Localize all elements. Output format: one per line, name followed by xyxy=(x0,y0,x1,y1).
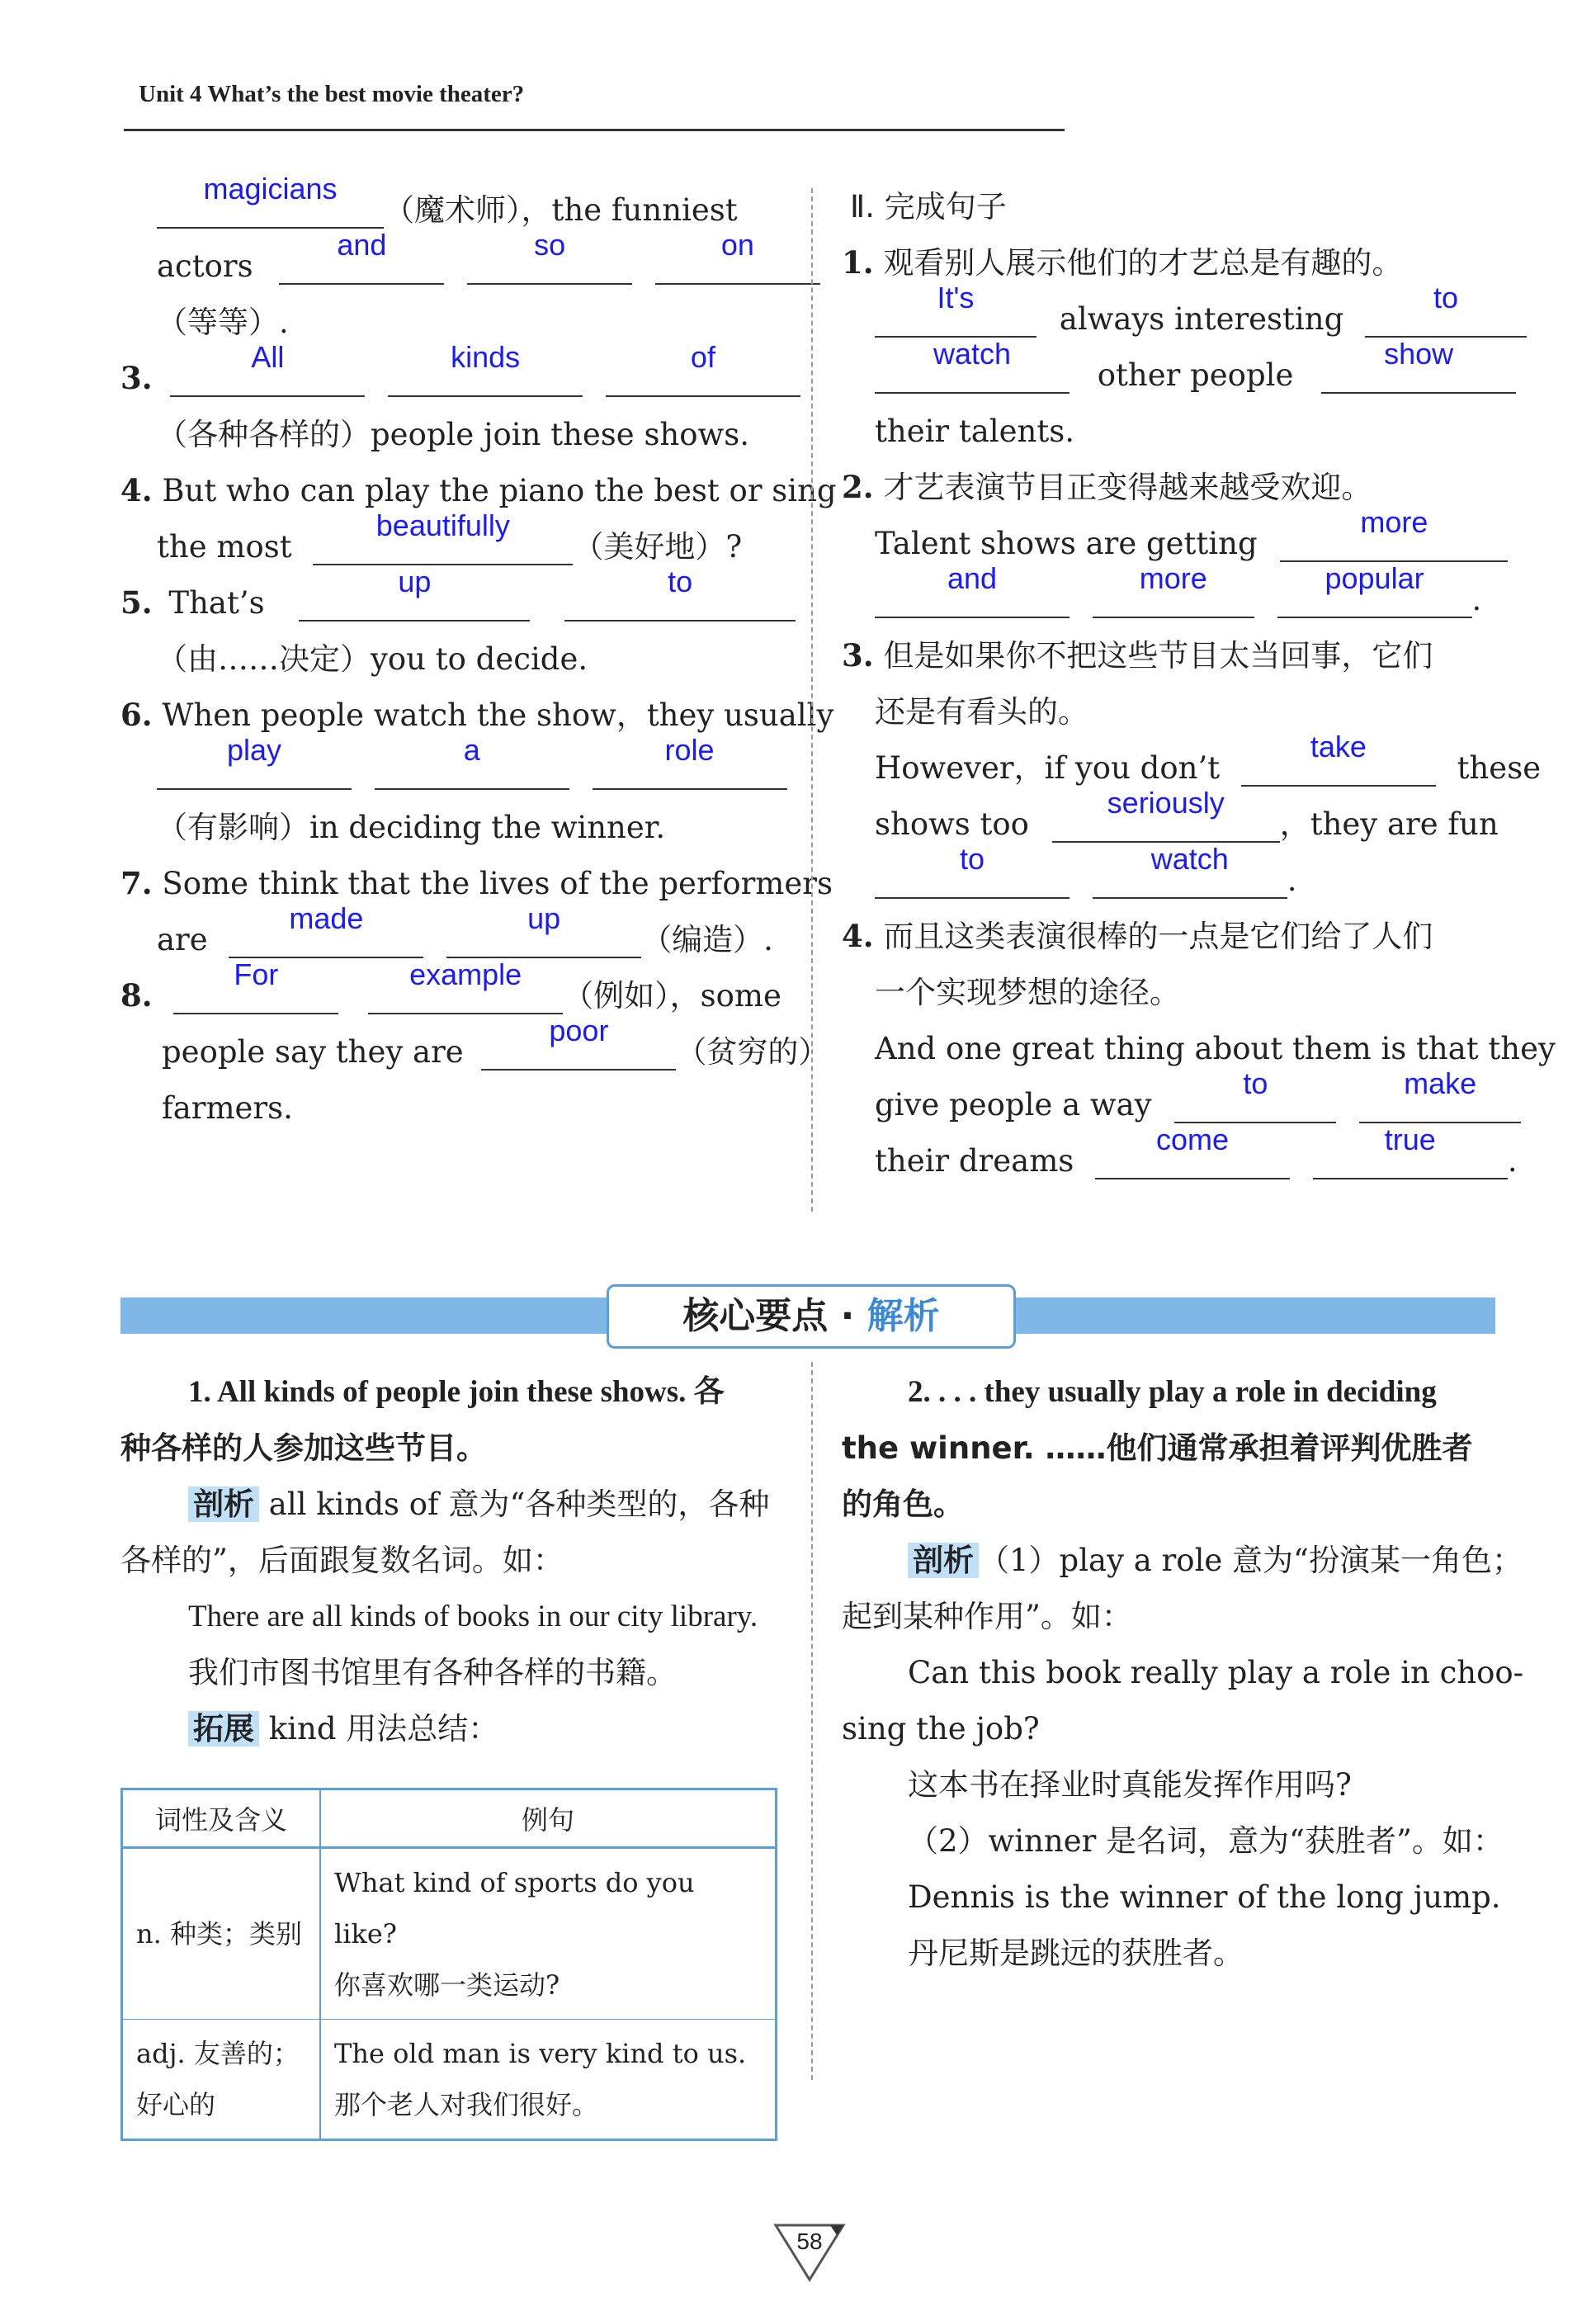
text: 但是如果你不把这些节目太当回事，它们 xyxy=(883,638,1433,674)
q6-line-2 xyxy=(157,733,787,800)
example-en: What kind of sports do you like? xyxy=(334,1867,695,1950)
q8-line-1 xyxy=(120,957,781,1024)
banner-title-main: 核心要点 · xyxy=(682,1295,867,1337)
q7-number: 7. xyxy=(120,865,153,901)
table-row xyxy=(122,1848,777,2020)
blank[interactable] xyxy=(313,508,573,565)
blank[interactable] xyxy=(1093,561,1254,618)
note2-analysis-2: 起到某种作用”。如： xyxy=(842,1599,1132,1634)
banner-title xyxy=(607,1284,1016,1349)
answer: take xyxy=(1310,730,1367,763)
answer: so xyxy=(534,228,566,262)
blank[interactable] xyxy=(481,1014,676,1071)
section-title: Ⅱ. 完成句子 xyxy=(850,189,1007,225)
kind-usage-table xyxy=(120,1788,777,2141)
note2-example-en-1: Can this book really play a role in choo- xyxy=(908,1655,1524,1690)
table-header: 例句 xyxy=(320,1789,777,1848)
q6-number: 6. xyxy=(120,697,153,733)
blank[interactable] xyxy=(1280,505,1508,562)
left-line-2: （等等）. xyxy=(157,305,289,340)
blank[interactable] xyxy=(1174,1066,1336,1123)
answer: up xyxy=(398,565,432,598)
blank[interactable] xyxy=(875,561,1070,618)
answer: seriously xyxy=(1107,786,1225,820)
blank[interactable] xyxy=(1313,1123,1508,1179)
answer: beautifully xyxy=(375,508,510,542)
answer: of xyxy=(690,340,715,374)
left-line-0 xyxy=(157,172,738,239)
table-header-row xyxy=(122,1789,777,1848)
answer: play xyxy=(226,733,282,767)
note2-example-en-2: sing the job? xyxy=(842,1711,1040,1746)
blank[interactable] xyxy=(170,340,365,397)
s1-number: 1. xyxy=(842,244,874,281)
page-number-text: 58 xyxy=(796,2229,823,2254)
pos-meaning: n. 种类；类别 xyxy=(136,1918,302,1950)
text: 而且这类表演很棒的一点是它们给了人们 xyxy=(883,919,1433,954)
text: 才艺表演节目正变得越来越受欢迎。 xyxy=(883,470,1372,505)
text: That’s xyxy=(168,585,265,621)
blank[interactable] xyxy=(875,281,1036,338)
s3-number: 3. xyxy=(842,637,874,674)
answer: make xyxy=(1404,1066,1477,1100)
s3-cn-1 xyxy=(842,627,1433,684)
blank[interactable] xyxy=(564,565,796,622)
extension-tag: 拓展 xyxy=(188,1711,259,1746)
text: people say they are xyxy=(162,1034,464,1070)
s4-number: 4. xyxy=(842,918,874,954)
text: shows too xyxy=(875,806,1029,842)
answer: For xyxy=(234,957,279,991)
answer: to xyxy=(668,565,693,598)
blank[interactable] xyxy=(157,733,352,790)
table-cell xyxy=(320,2020,777,2140)
s3-cn-2: 还是有看头的。 xyxy=(875,694,1088,730)
text: （1）play a role 意为“扮演某一角色； xyxy=(979,1543,1523,1578)
answer: kinds xyxy=(451,340,521,374)
blank[interactable] xyxy=(229,901,423,958)
text: （美好地）? xyxy=(573,529,743,565)
answer: to xyxy=(959,842,985,876)
blank[interactable] xyxy=(1052,786,1280,843)
table-header: 词性及含义 xyxy=(122,1789,321,1848)
answer: magicians xyxy=(203,172,338,206)
blank[interactable] xyxy=(1359,1066,1521,1123)
q6-line-3: （有影响）in deciding the winner. xyxy=(157,810,666,845)
answer: role xyxy=(664,733,715,767)
answer: up xyxy=(527,901,561,935)
answer: made xyxy=(289,901,364,935)
q4-number: 4. xyxy=(120,472,153,508)
text: other people xyxy=(1097,357,1294,393)
answer: It's xyxy=(937,281,975,314)
note2-heading-3: 的角色。 xyxy=(842,1486,964,1522)
blank[interactable] xyxy=(606,340,800,397)
note1-analysis-2: 各样的”，后面跟复数名词。如： xyxy=(120,1543,564,1578)
text: give people a way xyxy=(875,1087,1152,1123)
q8-line-2 xyxy=(162,1014,829,1080)
answer: come xyxy=(1156,1123,1230,1156)
q3-line-2: （各种各样的）people join these shows. xyxy=(157,417,749,452)
q8-number: 8. xyxy=(120,977,153,1014)
answer: poor xyxy=(549,1014,609,1047)
answer: watch xyxy=(1150,842,1229,876)
note1-example-en: There are all kinds of books in our city library. xyxy=(188,1600,758,1633)
text: kind 用法总结： xyxy=(259,1711,499,1746)
pos-meaning: adj. 友善的； xyxy=(136,2038,300,2069)
blank[interactable] xyxy=(173,957,338,1014)
note2-example2-en: Dennis is the winner of the long jump. xyxy=(908,1879,1501,1915)
text: always interesting xyxy=(1059,301,1344,337)
s4-cn-2: 一个实现梦想的途径。 xyxy=(875,975,1180,1010)
example-cn: 那个老人对我们很好。 xyxy=(334,2089,599,2120)
q5-line-2: （由……决定）you to decide. xyxy=(157,641,588,677)
blank[interactable] xyxy=(388,340,583,397)
unit-header: Unit 4 What’s the best movie theater? xyxy=(139,81,525,107)
text: （编造）. xyxy=(641,922,773,957)
note2-winner: （2）winner 是名词，意为“获胜者”。如： xyxy=(908,1823,1504,1859)
answer: and xyxy=(947,561,998,595)
blank[interactable] xyxy=(368,957,563,1014)
s2-line-3: and more popular . xyxy=(875,571,1481,628)
note1-example-cn: 我们市图书馆里有各种各样的书籍。 xyxy=(188,1655,677,1690)
blank[interactable] xyxy=(875,842,1070,899)
note1-heading-2: 种各样的人参加这些节目。 xyxy=(120,1430,487,1466)
text: actors xyxy=(157,248,253,284)
answer: popular xyxy=(1324,561,1424,595)
s3-line-5: to watch . xyxy=(875,852,1297,909)
note2-analysis-1 xyxy=(908,1532,1523,1589)
blank[interactable] xyxy=(1095,1123,1290,1179)
table-row xyxy=(122,2020,777,2140)
example-en: The old man is very kind to us. xyxy=(334,2038,747,2069)
answer: more xyxy=(1360,505,1428,539)
answer: more xyxy=(1139,561,1207,595)
example-cn: 你喜欢哪一类运动? xyxy=(334,1969,560,2001)
answer: example xyxy=(409,957,522,991)
q8-line-3: farmers. xyxy=(162,1090,293,1126)
table-cell xyxy=(122,1848,321,2020)
text: their dreams xyxy=(875,1143,1074,1179)
text: all kinds of 意为“各种类型的，各种 xyxy=(259,1486,770,1522)
page-number xyxy=(772,2222,847,2283)
s4-cn-1 xyxy=(842,908,1433,965)
column-divider-bottom xyxy=(811,1362,813,2080)
text: （魔术师），the funniest xyxy=(384,192,738,228)
note2-example-cn: 这本书在择业时真能发挥作用吗? xyxy=(908,1767,1352,1803)
column-divider-top xyxy=(811,188,813,1212)
analysis-tag: 剖析 xyxy=(188,1486,259,1522)
text: However，if you don’t xyxy=(875,750,1221,786)
text: Talent shows are getting xyxy=(875,526,1258,561)
blank[interactable] xyxy=(1241,730,1436,787)
blank[interactable] xyxy=(279,228,444,285)
blank[interactable] xyxy=(875,337,1070,394)
s4-line-5: their dreams come true . xyxy=(875,1123,1518,1179)
answer: true xyxy=(1384,1123,1436,1156)
s1-line-3 xyxy=(875,337,1516,404)
q3-line-1 xyxy=(120,340,800,407)
text: 观看别人展示他们的才艺总是有趣的。 xyxy=(883,245,1403,281)
note2-heading-2: the winner. ……他们通常承担着评判优胜者 xyxy=(842,1430,1473,1466)
note2-example2-cn: 丹尼斯是跳远的获胜者。 xyxy=(908,1936,1244,1971)
text: （贫穷的） xyxy=(676,1034,829,1070)
banner-title-accent: 解析 xyxy=(866,1295,940,1337)
answer: on xyxy=(720,228,754,262)
text: But who can play the piano the best or sing xyxy=(162,473,837,508)
answer: to xyxy=(1243,1066,1268,1100)
blank[interactable] xyxy=(1321,337,1516,394)
blank[interactable] xyxy=(299,565,530,622)
s4-line-3: And one great thing about them is that they xyxy=(875,1031,1556,1066)
table-cell xyxy=(122,2020,321,2140)
note1-heading-1: 1. All kinds of people join these shows. 各 xyxy=(188,1375,725,1409)
note1-analysis-1 xyxy=(188,1476,769,1533)
answer: All xyxy=(251,340,285,374)
blank[interactable] xyxy=(593,733,787,790)
answer: a xyxy=(463,733,480,767)
answer: watch xyxy=(933,337,1012,371)
header-rule xyxy=(124,129,1065,131)
left-line-1 xyxy=(157,228,820,295)
s1-line-4: their talents. xyxy=(875,414,1074,449)
blank[interactable] xyxy=(157,172,384,229)
note1-extension xyxy=(188,1700,498,1757)
text: the most xyxy=(157,529,292,565)
table-cell xyxy=(320,1848,777,2020)
answer: and xyxy=(337,228,387,262)
blank[interactable] xyxy=(375,733,569,790)
q5-line-1 xyxy=(120,565,796,631)
text: ，they are fun xyxy=(1279,806,1499,842)
blank[interactable] xyxy=(1365,281,1527,338)
answer: to xyxy=(1433,281,1459,314)
analysis-tag: 剖析 xyxy=(908,1543,979,1578)
text: Some think that the lives of the performers xyxy=(162,866,833,901)
blank[interactable] xyxy=(1277,561,1472,618)
blank[interactable] xyxy=(467,228,632,285)
s2-number: 2. xyxy=(842,469,874,505)
q3-number: 3. xyxy=(120,360,153,396)
pos-meaning: 好心的 xyxy=(136,2089,216,2120)
text: these xyxy=(1457,750,1542,786)
blank[interactable] xyxy=(446,901,641,958)
text: When people watch the show，they usually xyxy=(162,697,834,733)
q5-number: 5. xyxy=(120,584,153,621)
note2-heading-1: 2. . . . they usually play a role in deciding xyxy=(908,1375,1437,1409)
blank[interactable] xyxy=(655,228,820,285)
text: （例如），some xyxy=(563,978,781,1014)
text: are xyxy=(157,922,208,957)
answer: show xyxy=(1384,337,1454,371)
